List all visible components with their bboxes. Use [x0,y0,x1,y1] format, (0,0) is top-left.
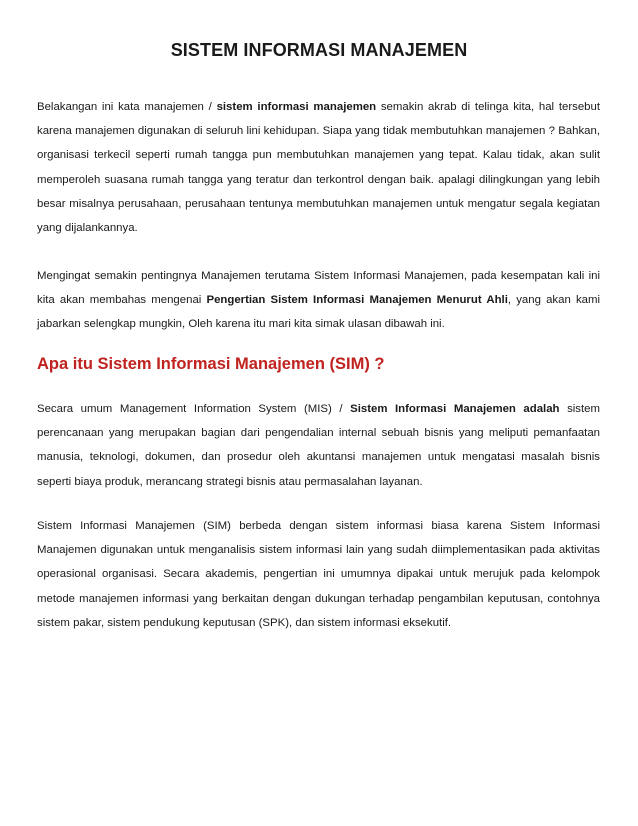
paragraph-text: , yang akan kami jabarkan selengkap mungkin, Oleh karena itu mari kita simak ulasan dibawah ini. [37,294,600,331]
section-heading: Apa itu Sistem Informasi Manajemen (SIM) ? [37,355,385,373]
paragraph-text: sistem perencanaan yang merupakan bagian dari pengendalian internal sebuah bisnis yang meliputi pemanfaatan manusia, teknologi, dokumen, dan prosedur oleh akuntansi manajemen untuk mengatasi masalah bisnis seperti biaya produk, merancang strategi bisnis atau permasalahan layanan. [37,403,600,488]
context-paragraph [37,264,600,337]
difference-paragraph [37,514,600,635]
paragraph-text: Mengingat semakin pentingnya Manajemen terutama Sistem Informasi Manajemen, pada kesempatan kali ini kita akan membahas mengenai [37,270,600,307]
paragraph-text: Belakangan ini kata manajemen / [37,101,217,113]
paragraph-text: semakin akrab di telinga kita, hal tersebut karena manajemen digunakan di seluruh lini kehidupan. Siapa yang tidak membutuhkan manajemen ? Bahkan, organisasi terkecil seperti rumah tangga pun membutuhkan manajemen yang tepat. Kalau tidak, akan sulit memperoleh suasana rumah tangga yang teratur dan terkontrol dengan baik. apalagi dilingkungan yang lebih besar misalnya perusahaan, perusahaan tentunya membutuhkan manajemen untuk mengatur segala kegiatan yang dijalankannya. [37,101,600,235]
definition-paragraph [37,397,600,494]
paragraph-text: Secara umum Management Information System (MIS) / [37,403,351,415]
page-title: SISTEM INFORMASI MANAJEMEN [170,40,468,60]
bold-term: Pengertian Sistem Informasi Manajemen Menurut Ahli [206,294,508,307]
bold-term: sistem informasi manajemen [216,101,377,113]
intro-paragraph [37,95,600,240]
paragraph-text: Sistem Informasi Manajemen (SIM) berbeda dengan sistem informasi biasa karena Sistem Informasi Manajemen digunakan untuk menganalisis sistem informasi lain yang sudah diimplementasikan pada aktivitas operasional organisasi. Secara akademis, pengertian ini umumnya dipakai untuk merujuk pada kelompok metode manajemen informasi yang berkaitan dengan dukungan terhadap pengambilan keputusan, contohnya sistem pakar, sistem pendukung keputusan (SPK), dan sistem informasi eksekutif. [37,520,600,629]
bold-term: Sistem Informasi Manajemen adalah [350,403,560,415]
